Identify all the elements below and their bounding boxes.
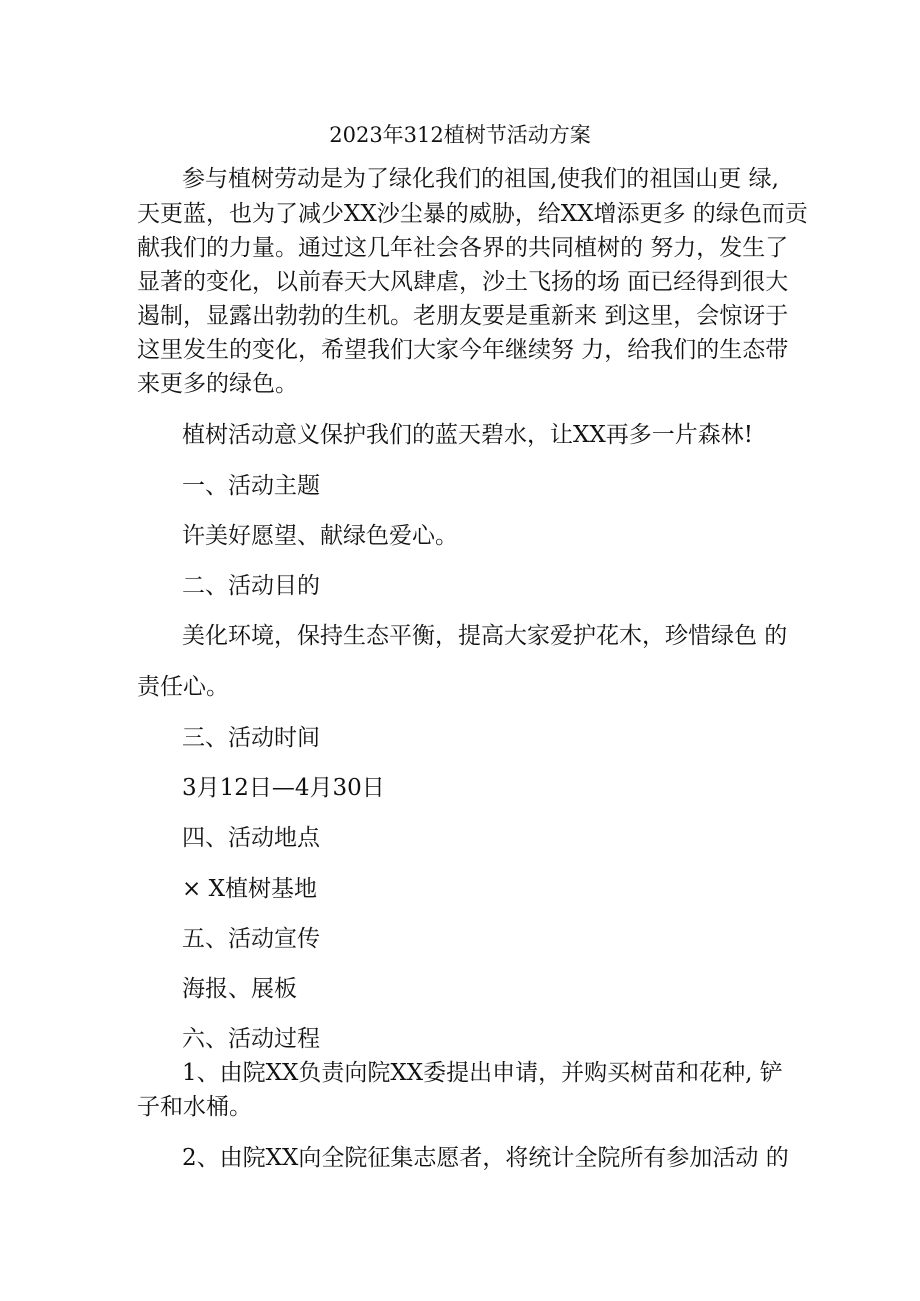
intro-line-1: 参与植树劳动是为了绿化我们的祖国,使我们的祖国山更 绿,	[182, 166, 779, 192]
process-step-2-line-1: 2、由院XX向全院征集志愿者，将统计全院所有参加活动 的	[182, 1145, 789, 1171]
intro-line-5: 遏制，显露出勃勃的生机。老朋友要是重新来 到这里，会惊讶于	[137, 303, 789, 329]
intro-line-4: 显著的变化，以前春天大风肆虐，沙土飞扬的场 面已经得到很大	[137, 269, 789, 295]
meaning-paragraph: 植树活动意义保护我们的蓝天碧水，让XX再多一片森林!	[182, 422, 753, 448]
intro-line-3: 献我们的力量。通过这几年社会各界的共同植树的 努力，发生了	[137, 235, 789, 261]
section-heading-theme: 一、活动主题	[182, 473, 320, 499]
section-heading-time: 三、活动时间	[182, 725, 320, 751]
document-title: 2023年312植树节活动方案	[329, 123, 591, 147]
section-heading-publicity: 五、活动宣传	[182, 926, 320, 952]
process-step-1-line-2: 子和水桶。	[137, 1094, 252, 1120]
process-step-1-line-1: 1、由院XX负责向院XX委提出申请，并购买树苗和花种, 铲	[182, 1060, 783, 1086]
section-body-purpose-line-1: 美化环境，保持生态平衡，提高大家爱护花木，珍惜绿色 的	[182, 623, 788, 649]
section-heading-location: 四、活动地点	[182, 825, 320, 851]
intro-line-2: 天更蓝，也为了减少XX沙尘暴的威胁，给XX增添更多 的绿色而贡	[137, 201, 808, 227]
section-heading-process: 六、活动过程	[182, 1026, 320, 1052]
section-body-publicity: 海报、展板	[182, 976, 297, 1002]
section-body-time: 3月12日—4月30日	[182, 775, 385, 801]
section-heading-purpose: 二、活动目的	[182, 573, 320, 599]
section-body-theme: 许美好愿望、献绿色爱心。	[182, 523, 458, 549]
intro-line-6: 这里发生的变化，希望我们大家今年继续努 力，给我们的生态带	[137, 337, 789, 363]
section-body-purpose-line-2: 责任心。	[137, 674, 229, 700]
section-body-location: × X植树基地	[182, 876, 317, 902]
intro-line-7: 来更多的绿色。	[137, 371, 298, 397]
